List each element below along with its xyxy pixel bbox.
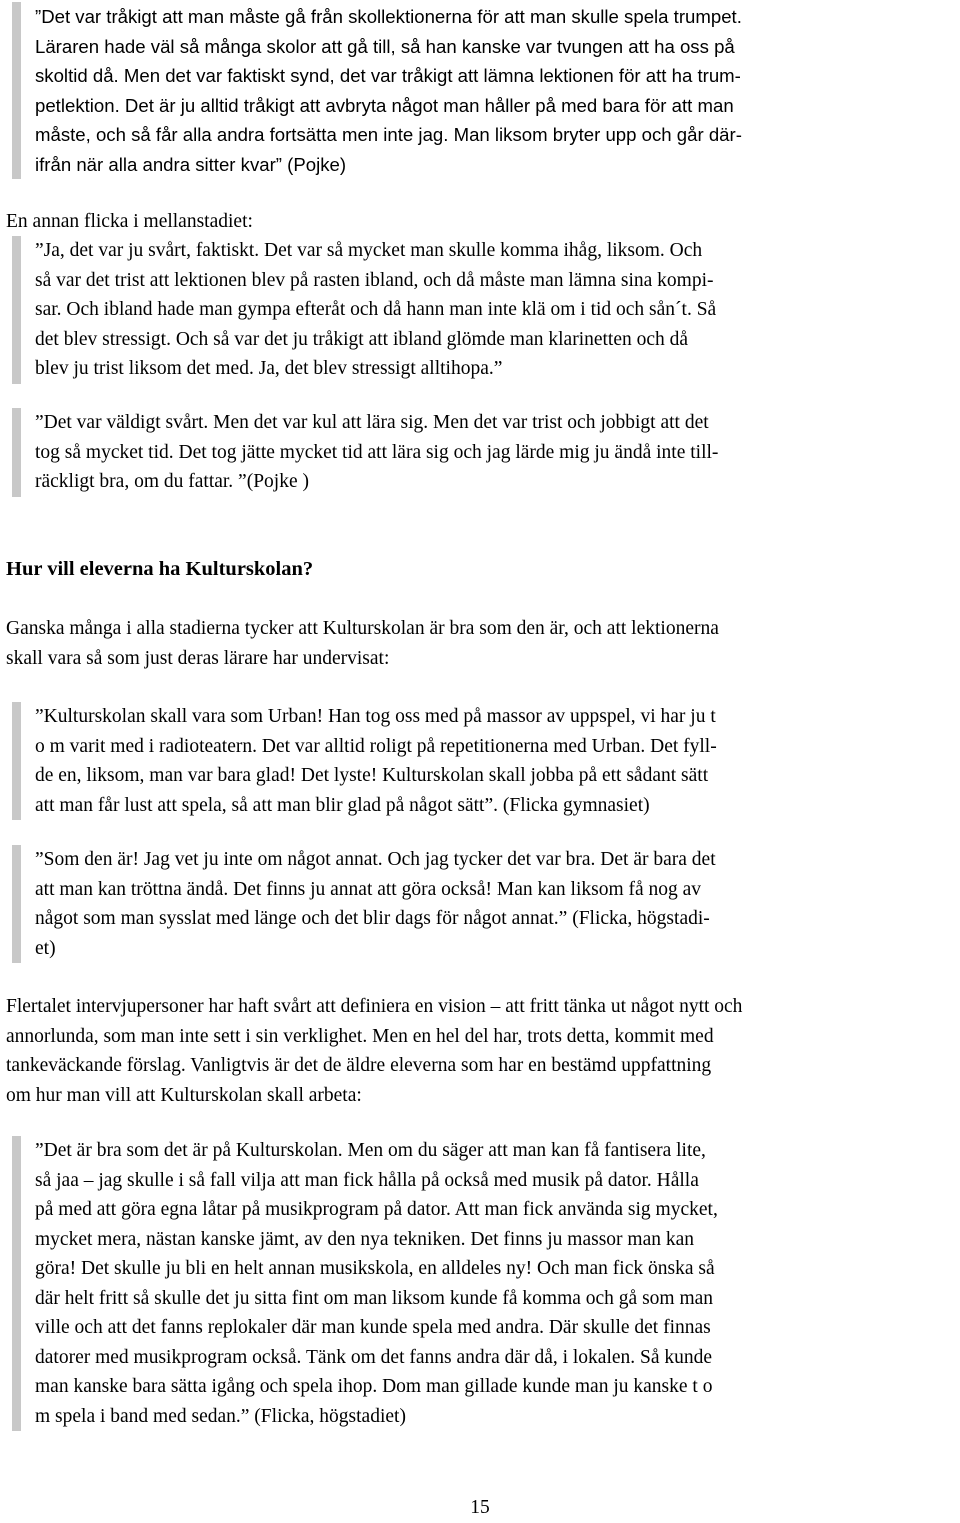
text-line: att man får lust att spela, så att man blir glad på något sätt”. (Flicka gymnasiet) — [35, 794, 650, 816]
text-line: något som man sysslat med länge och det blir dags för något annat.” (Flicka, högstadi- — [35, 908, 710, 929]
intro-line: En annan flicka i mellanstadiet: — [6, 211, 253, 232]
body-paragraph — [6, 614, 954, 673]
text-line: Läraren hade väl så många skolor att gå till, så han kanske var tvungen att ha oss på — [35, 35, 735, 57]
text-line: Flertalet intervjupersoner har haft svårt att definiera en vision – att fritt tänka ut något nytt och — [6, 996, 743, 1017]
text-line: ville och att det fanns replokaler där man kunde spela med andra. Där skulle det finnas — [35, 1317, 711, 1338]
text-line: mycket mera, nästan kanske jämt, av den nya tekniken. Det finns ju massor man kan — [35, 1228, 695, 1250]
text-line: et) — [35, 937, 56, 959]
text-line: annorlunda, som man inte sett i sin verklighet. Men en hel del har, trots detta, kommit med — [6, 1025, 714, 1047]
quote-block-as-it-is — [12, 845, 950, 963]
quote-block-stressful — [12, 236, 950, 384]
text-line: ”Kulturskolan skall vara som Urban! Han tog oss med på massor av uppspel, vi har ju t — [35, 706, 716, 727]
text-line: på med att göra egna låtar på musikprogram på dator. Att man fick använda sig mycket, — [35, 1199, 718, 1220]
text-line: m spela i band med sedan.” (Flicka, högstadiet) — [35, 1405, 406, 1427]
text-line: de en, liksom, man var bara glad! Det lyste! Kulturskolan skall jobba på ett sådant sätt — [35, 765, 709, 786]
text-line: om hur man vill att Kulturskolan skall arbeta: — [6, 1084, 362, 1106]
text-line: tog så mycket tid. Det tog jätte mycket tid att lära sig och jag lärde mig ju ändå inte till- — [35, 441, 719, 463]
text-line: där helt fritt så skulle det ju sitta fint om man liksom kunde få komma och gå som man — [35, 1287, 714, 1309]
text-line: petlektion. Det är ju alltid tråkigt att avbryta något man håller på med bara för att man — [35, 94, 734, 116]
text-line: ifrån när alla andra sitter kvar” (Pojke) — [35, 153, 347, 175]
quote-block-difficult — [12, 408, 950, 497]
section-heading: Hur vill eleverna ha Kulturskolan? — [6, 558, 314, 580]
text-line: måste, och så får alla andra fortsätta men inte jag. Man liksom bryter upp och går där- — [35, 124, 742, 145]
quote-block-music-computer — [12, 1136, 950, 1431]
text-line: o m varit med i radioteatern. Det var alltid roligt på repetitionerna med Urban. Det fyll- — [35, 735, 717, 757]
quote-text — [35, 1136, 950, 1431]
text-line: Ganska många i alla stadierna tycker att Kulturskolan är bra som den är, och att lektionerna — [6, 618, 719, 639]
text-line: man kanske bara sätta igång och spela ihop. Dom man gillade kunde man ju kanske t o — [35, 1376, 713, 1397]
text-line: ”Ja, det var ju svårt, faktiskt. Det var så mycket man skulle komma ihåg, liksom. Och — [35, 240, 703, 261]
text-line: datorer med musikprogram också. Tänk om det fanns andra där då, i lokalen. Så kunde — [35, 1346, 713, 1368]
quote-text — [35, 2, 950, 179]
quote-block-trumpet — [12, 2, 950, 179]
text-line: så var det trist att lektionen blev på rasten ibland, och då måste man lämna sina kompi- — [35, 269, 714, 291]
text-line: ”Det var väldigt svårt. Men det var kul att lära sig. Men det var trist och jobbigt att det — [35, 412, 709, 433]
text-line: så jaa – jag skulle i så fall vilja att man fick hålla på också med musik på dator. Hålla — [35, 1169, 699, 1191]
text-line: skall vara så som just deras lärare har undervisat: — [6, 647, 390, 669]
quote-text — [35, 408, 950, 497]
text-line: blev ju trist liksom det med. Ja, det blev stressigt alltihopa.” — [35, 358, 503, 379]
text-line: tankeväckande förslag. Vanligtvis är det de äldre eleverna som har en bestämd uppfattning — [6, 1055, 712, 1076]
body-paragraph — [6, 992, 954, 1110]
text-line: ”Det var tråkigt att man måste gå från skollektionerna för att man skulle spela trumpet. — [35, 6, 742, 27]
quote-block-urban — [12, 702, 950, 820]
text-line: sar. Och ibland hade man gympa efteråt och då hann man inte klä om i tid och sån´t. Så — [35, 299, 717, 320]
text-line: att man kan tröttna ändå. Det finns ju annat att göra också! Man kan liksom få nog av — [35, 878, 702, 900]
quote-text — [35, 702, 950, 820]
text-line: räckligt bra, om du fattar. ”(Pojke ) — [35, 471, 309, 492]
text-line: skoltid då. Men det var faktiskt synd, det var tråkigt att lämna lektionen för att ha trum- — [35, 65, 741, 86]
text-line: ”Det är bra som det är på Kulturskolan. Men om du säger att man kan få fantisera lite, — [35, 1140, 706, 1161]
quote-text — [35, 845, 950, 963]
text-line: göra! Det skulle ju bli en helt annan musikskola, en alldeles ny! Och man fick önska så — [35, 1258, 715, 1279]
page-number: 15 — [470, 1497, 490, 1518]
text-line: ”Som den är! Jag vet ju inte om något annat. Och jag tycker det var bra. Det är bara det — [35, 849, 716, 870]
quote-text — [35, 236, 950, 384]
text-line: det blev stressigt. Och så var det ju tråkigt att ibland glömde man klarinetten och då — [35, 328, 689, 350]
